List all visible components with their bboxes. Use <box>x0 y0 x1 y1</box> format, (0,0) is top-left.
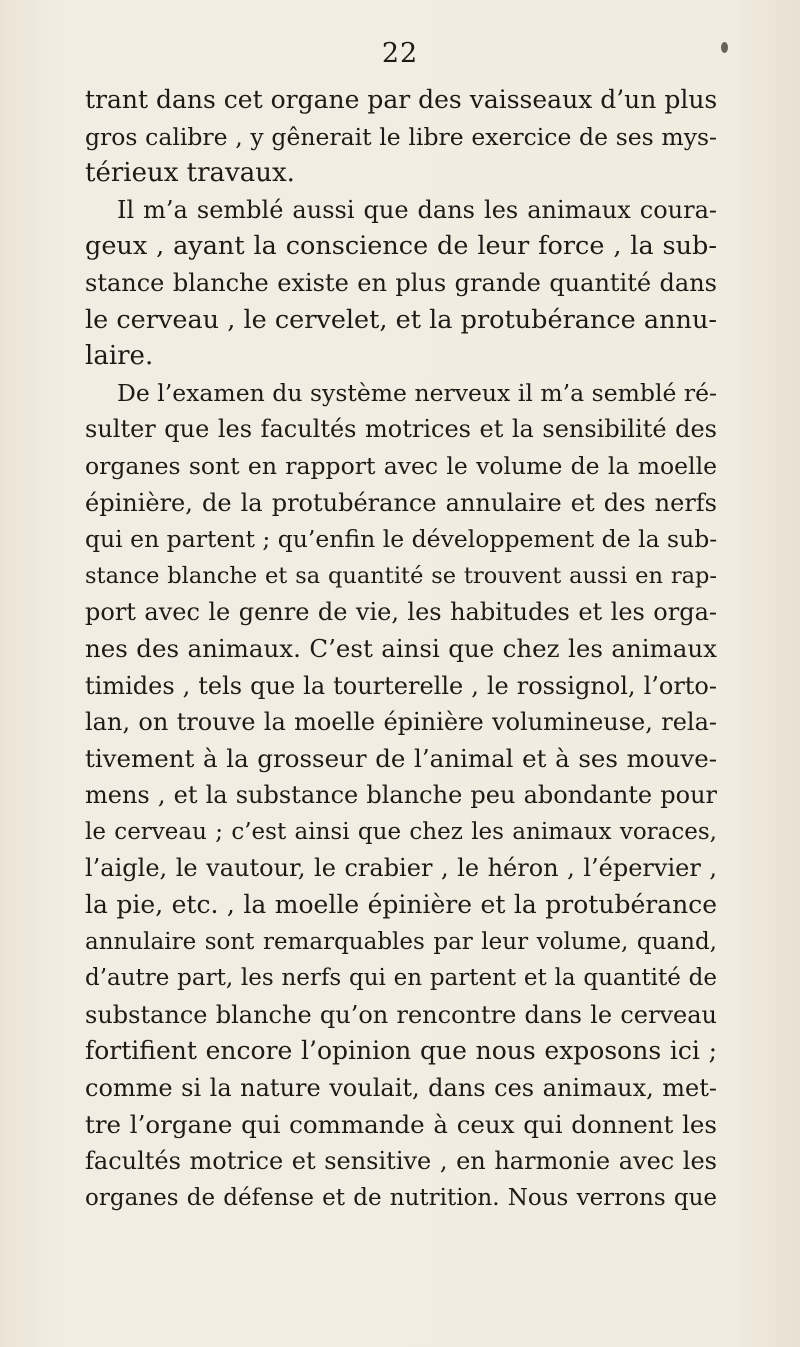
text-line: facultés motrice et sensitive , en harmonie avec les <box>85 1147 717 1176</box>
text-line: térieux travaux. <box>85 158 295 189</box>
text-line: stance blanche existe en plus grande quantité dans <box>85 268 717 297</box>
ink-spot <box>721 42 728 53</box>
text-line: l’aigle, le vautour, le crabier , le héron , l’épervier , <box>85 854 717 883</box>
text-line: Il m’a semblé aussi que dans les animaux coura- <box>117 195 717 224</box>
text-line: le cerveau , le cervelet, et la protubérance annu- <box>85 304 717 335</box>
text-line: organes sont en rapport avec le volume de la moelle <box>85 451 717 480</box>
text-line: sulter que les facultés motrices et la sensibilité des <box>85 415 717 444</box>
text-line: qui en partent ; qu’enfin le développement de la sub- <box>85 525 718 554</box>
text-line: port avec le genre de vie, les habitudes et les orga- <box>85 598 717 627</box>
text-line: comme si la nature voulait, dans ces animaux, met- <box>85 1074 717 1103</box>
body-text <box>85 82 717 1216</box>
page-number: 22 <box>381 38 419 69</box>
text-line: tre l’organe qui commande à ceux qui donnent les <box>85 1109 717 1139</box>
text-line: annulaire sont remarquables par leur volume, quand, <box>85 928 717 955</box>
text-line: stance blanche et sa quantité se trouvent aussi en rap- <box>85 562 717 589</box>
text-line: trant dans cet organe par des vaisseaux d’un plus <box>85 85 718 114</box>
text-line: gros calibre , y gênerait le libre exercice de ses mys- <box>85 122 717 151</box>
text-line: la pie, etc. , la moelle épinière et la protubérance <box>85 890 717 920</box>
text-line: geux , ayant la conscience de leur force , la sub- <box>85 231 717 262</box>
text-line: épinière, de la protubérance annulaire et des nerfs <box>85 488 717 517</box>
text-line: lan, on trouve la moelle épinière volumineuse, rela- <box>85 708 717 737</box>
text-line: laire. <box>85 341 154 372</box>
text-line: tivement à la grosseur de l’animal et à ses mouve- <box>85 743 717 773</box>
text-line: timides , tels que la tourterelle , le rossignol, l’orto- <box>85 671 717 700</box>
text-line: organes de défense et de nutrition. Nous verrons que <box>85 1184 717 1211</box>
text-line: mens , et la substance blanche peu abondante pour <box>85 781 717 810</box>
text-line: fortifient encore l’opinion que nous exposons ici ; <box>85 1036 717 1066</box>
text-line: nes des animaux. C’est ainsi que chez les animaux <box>85 633 717 663</box>
text-line: De l’examen du système nerveux il m’a semblé ré- <box>117 378 717 407</box>
text-line: d’autre part, les nerfs qui en partent et la quantité de <box>85 965 717 992</box>
text-line: substance blanche qu’on rencontre dans le cerveau <box>85 1000 717 1029</box>
text-line: le cerveau ; c’est ainsi que chez les animaux voraces, <box>85 818 717 845</box>
